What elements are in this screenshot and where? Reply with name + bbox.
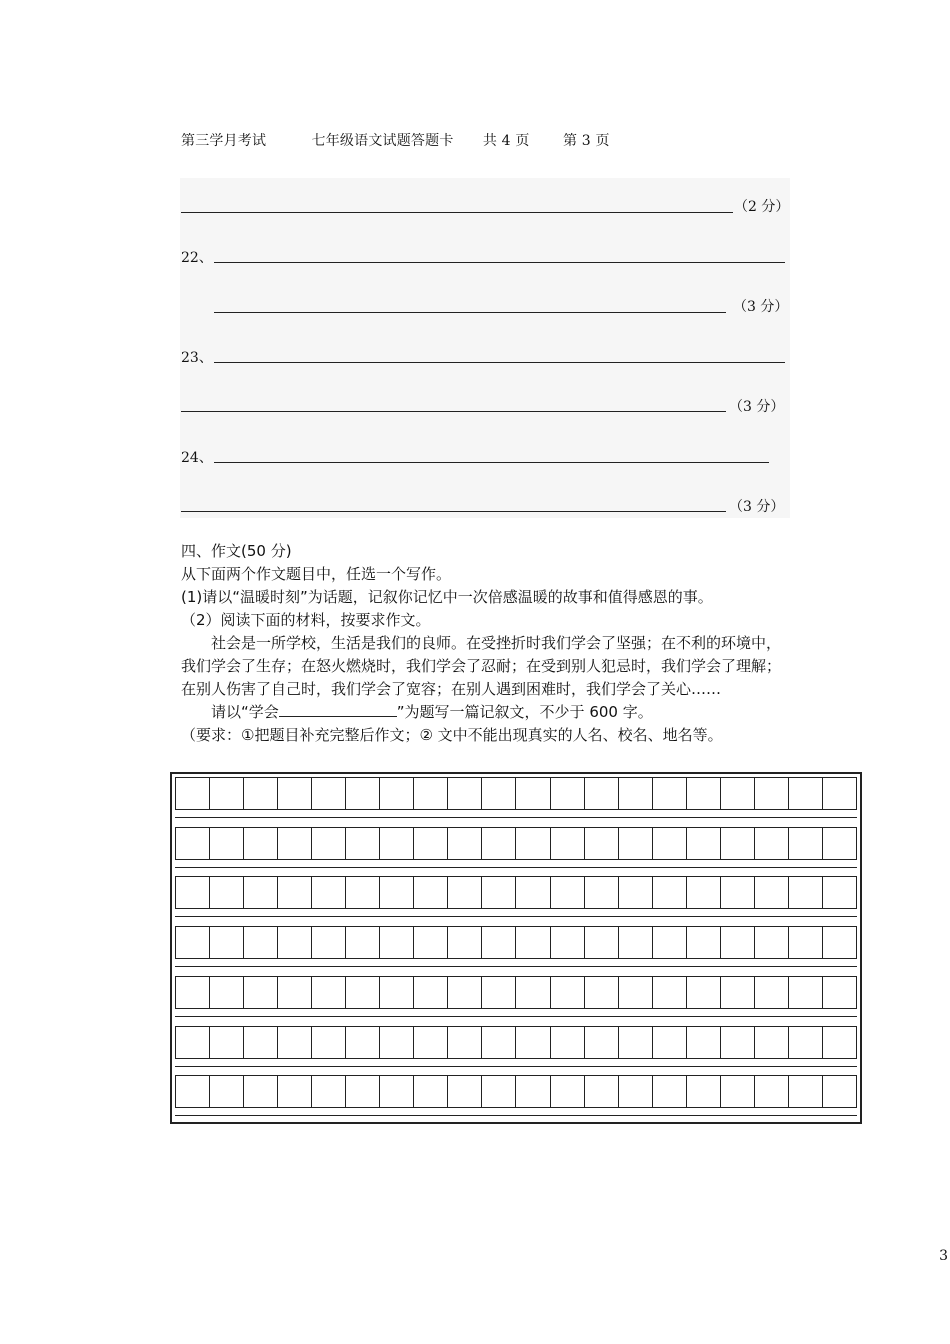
answer-area-background bbox=[180, 178, 790, 518]
answer-line[interactable] bbox=[181, 411, 726, 412]
answer-line[interactable] bbox=[181, 511, 726, 512]
grid-cell[interactable] bbox=[822, 827, 857, 860]
grid-row bbox=[175, 827, 857, 860]
grid-cell[interactable] bbox=[652, 777, 687, 810]
grid-cell[interactable] bbox=[822, 777, 857, 810]
grid-cell[interactable] bbox=[550, 777, 585, 810]
grid-cell[interactable] bbox=[618, 827, 653, 860]
grid-cell[interactable] bbox=[481, 976, 516, 1009]
grid-cell[interactable] bbox=[515, 777, 550, 810]
grid-cell[interactable] bbox=[686, 876, 721, 909]
grid-cell[interactable] bbox=[686, 1026, 721, 1059]
grid-cell[interactable] bbox=[822, 926, 857, 959]
grid-row bbox=[175, 1026, 857, 1059]
score-label: （3 分） bbox=[729, 399, 785, 415]
grid-cell[interactable] bbox=[720, 876, 755, 909]
grid-cell[interactable] bbox=[243, 976, 278, 1009]
answer-line[interactable] bbox=[214, 362, 785, 363]
grid-cell[interactable] bbox=[584, 1075, 619, 1108]
prompt-start: 请以“学会 bbox=[211, 703, 279, 721]
grid-cell[interactable] bbox=[754, 926, 789, 959]
grid-cell[interactable] bbox=[379, 777, 414, 810]
current-page: 第 3 页 bbox=[562, 133, 610, 149]
grid-row bbox=[175, 976, 857, 1009]
score-label: （3 分） bbox=[733, 299, 789, 315]
grid-cell[interactable] bbox=[754, 876, 789, 909]
grid-cell[interactable] bbox=[175, 827, 210, 860]
grid-cell[interactable] bbox=[447, 1075, 482, 1108]
grid-cell[interactable] bbox=[652, 827, 687, 860]
grid-cell[interactable] bbox=[277, 777, 312, 810]
grid-spacer-line bbox=[175, 1066, 857, 1067]
grid-cell[interactable] bbox=[277, 1075, 312, 1108]
grid-cell[interactable] bbox=[379, 1026, 414, 1059]
grid-cell[interactable] bbox=[584, 876, 619, 909]
grid-cell[interactable] bbox=[686, 827, 721, 860]
grid-cell[interactable] bbox=[720, 926, 755, 959]
grid-cell[interactable] bbox=[652, 1026, 687, 1059]
grid-cell[interactable] bbox=[379, 827, 414, 860]
grid-cell[interactable] bbox=[345, 876, 380, 909]
grid-cell[interactable] bbox=[481, 926, 516, 959]
grid-cell[interactable] bbox=[720, 827, 755, 860]
grid-cell[interactable] bbox=[515, 1026, 550, 1059]
grid-cell[interactable] bbox=[175, 1026, 210, 1059]
page-header bbox=[181, 130, 610, 150]
grid-cell[interactable] bbox=[379, 976, 414, 1009]
grid-cell[interactable] bbox=[277, 876, 312, 909]
grid-cell[interactable] bbox=[447, 926, 482, 959]
grid-spacer-line bbox=[175, 966, 857, 967]
grid-cell[interactable] bbox=[243, 926, 278, 959]
essay-option-1: (1)请以“温暖时刻”为话题，记叙你记忆中一次倍感温暖的故事和值得感恩的事。 bbox=[181, 588, 713, 606]
grid-cell[interactable] bbox=[413, 926, 448, 959]
answer-line[interactable] bbox=[214, 462, 769, 463]
answer-card-title: 七年级语文试题答题卡 bbox=[311, 133, 454, 149]
exam-name: 第三学月考试 bbox=[181, 133, 267, 149]
grid-cell[interactable] bbox=[311, 876, 346, 909]
grid-cell[interactable] bbox=[584, 1026, 619, 1059]
grid-cell[interactable] bbox=[550, 976, 585, 1009]
grid-cell[interactable] bbox=[311, 777, 346, 810]
grid-cell[interactable] bbox=[686, 1075, 721, 1108]
grid-cell[interactable] bbox=[243, 1075, 278, 1108]
grid-cell[interactable] bbox=[618, 777, 653, 810]
grid-cell[interactable] bbox=[447, 827, 482, 860]
grid-cell[interactable] bbox=[618, 976, 653, 1009]
grid-cell[interactable] bbox=[277, 976, 312, 1009]
essay-requirement: （要求：①把题目补充完整后作文；② 文中不能出现真实的人名、校名、地名等。 bbox=[181, 726, 723, 744]
grid-cell[interactable] bbox=[209, 1075, 244, 1108]
grid-cell[interactable] bbox=[209, 777, 244, 810]
question-number: 22、 bbox=[181, 250, 213, 266]
grid-cell[interactable] bbox=[379, 926, 414, 959]
composition-grid bbox=[170, 772, 862, 1124]
grid-cell[interactable] bbox=[345, 777, 380, 810]
grid-cell[interactable] bbox=[175, 1075, 210, 1108]
grid-cell[interactable] bbox=[481, 876, 516, 909]
grid-cell[interactable] bbox=[788, 876, 823, 909]
grid-cell[interactable] bbox=[754, 777, 789, 810]
grid-cell[interactable] bbox=[788, 777, 823, 810]
grid-cell[interactable] bbox=[686, 976, 721, 1009]
grid-cell[interactable] bbox=[413, 1075, 448, 1108]
grid-cell[interactable] bbox=[618, 876, 653, 909]
grid-cell[interactable] bbox=[652, 926, 687, 959]
grid-cell[interactable] bbox=[311, 926, 346, 959]
question-number: 24、 bbox=[181, 450, 213, 466]
grid-cell[interactable] bbox=[822, 1075, 857, 1108]
essay-option-2: （2）阅读下面的材料，按要求作文。 bbox=[181, 611, 431, 629]
grid-spacer-line bbox=[175, 1016, 857, 1017]
essay-title: 四、作文(50 分) bbox=[181, 542, 292, 560]
grid-cell[interactable] bbox=[175, 777, 210, 810]
grid-row bbox=[175, 1075, 857, 1108]
grid-cell[interactable] bbox=[175, 976, 210, 1009]
grid-spacer-line bbox=[175, 1115, 857, 1116]
grid-cell[interactable] bbox=[550, 1075, 585, 1108]
grid-cell[interactable] bbox=[447, 876, 482, 909]
grid-cell[interactable] bbox=[209, 827, 244, 860]
grid-cell[interactable] bbox=[481, 777, 516, 810]
grid-cell[interactable] bbox=[788, 926, 823, 959]
grid-spacer-line bbox=[175, 817, 857, 818]
grid-cell[interactable] bbox=[481, 1026, 516, 1059]
answer-line[interactable] bbox=[214, 262, 785, 263]
grid-row bbox=[175, 777, 857, 810]
grid-cell[interactable] bbox=[515, 876, 550, 909]
grid-cell[interactable] bbox=[345, 926, 380, 959]
prompt-end: ”为题写一篇记叙文，不少于 600 字。 bbox=[396, 703, 653, 721]
grid-cell[interactable] bbox=[822, 1026, 857, 1059]
grid-cell[interactable] bbox=[788, 1075, 823, 1108]
grid-cell[interactable] bbox=[447, 976, 482, 1009]
grid-cell[interactable] bbox=[209, 926, 244, 959]
grid-row bbox=[175, 926, 857, 959]
grid-cell[interactable] bbox=[584, 926, 619, 959]
grid-cell[interactable] bbox=[413, 976, 448, 1009]
essay-material: 社会是一所学校，生活是我们的良师。在受挫折时我们学会了坚强；在不利的环境中，我们学会了生存；在怒火燃烧时，我们学会了忍耐；在受到别人犯忌时，我们学会了理解；在别人伤害了自己时，我们学会了宽容；在别人遇到困难时，我们学会了关心…… bbox=[181, 634, 782, 698]
grid-cell[interactable] bbox=[515, 926, 550, 959]
grid-cell[interactable] bbox=[243, 876, 278, 909]
grid-cell[interactable] bbox=[652, 976, 687, 1009]
grid-cell[interactable] bbox=[720, 976, 755, 1009]
grid-cell[interactable] bbox=[720, 1026, 755, 1059]
grid-cell[interactable] bbox=[550, 926, 585, 959]
answer-line[interactable] bbox=[214, 312, 726, 313]
grid-cell[interactable] bbox=[788, 1026, 823, 1059]
grid-cell[interactable] bbox=[175, 876, 210, 909]
grid-cell[interactable] bbox=[413, 876, 448, 909]
grid-cell[interactable] bbox=[209, 1026, 244, 1059]
grid-cell[interactable] bbox=[788, 827, 823, 860]
grid-cell[interactable] bbox=[822, 976, 857, 1009]
grid-cell[interactable] bbox=[515, 1075, 550, 1108]
essay-prompt bbox=[181, 701, 793, 724]
grid-cell[interactable] bbox=[720, 777, 755, 810]
grid-cell[interactable] bbox=[277, 827, 312, 860]
grid-cell[interactable] bbox=[311, 976, 346, 1009]
grid-cell[interactable] bbox=[345, 976, 380, 1009]
grid-cell[interactable] bbox=[584, 777, 619, 810]
grid-cell[interactable] bbox=[754, 976, 789, 1009]
grid-cell[interactable] bbox=[447, 777, 482, 810]
grid-cell[interactable] bbox=[277, 926, 312, 959]
grid-cell[interactable] bbox=[618, 1026, 653, 1059]
grid-cell[interactable] bbox=[822, 876, 857, 909]
score-label: （2 分） bbox=[734, 199, 790, 215]
grid-cell[interactable] bbox=[209, 976, 244, 1009]
question-number: 23、 bbox=[181, 350, 213, 366]
grid-cell[interactable] bbox=[754, 827, 789, 860]
grid-cell[interactable] bbox=[209, 876, 244, 909]
grid-cell[interactable] bbox=[584, 827, 619, 860]
grid-cell[interactable] bbox=[584, 976, 619, 1009]
essay-section bbox=[181, 540, 793, 747]
grid-cell[interactable] bbox=[618, 1075, 653, 1108]
grid-cell[interactable] bbox=[515, 976, 550, 1009]
grid-cell[interactable] bbox=[243, 777, 278, 810]
grid-cell[interactable] bbox=[277, 1026, 312, 1059]
grid-cell[interactable] bbox=[788, 976, 823, 1009]
grid-cell[interactable] bbox=[175, 926, 210, 959]
total-pages: 共 4 页 bbox=[482, 133, 530, 149]
grid-cell[interactable] bbox=[550, 876, 585, 909]
title-blank[interactable] bbox=[279, 702, 397, 717]
grid-cell[interactable] bbox=[550, 1026, 585, 1059]
grid-spacer-line bbox=[175, 916, 857, 917]
grid-cell[interactable] bbox=[652, 1075, 687, 1108]
grid-cell[interactable] bbox=[345, 1075, 380, 1108]
grid-spacer-line bbox=[175, 867, 857, 868]
grid-cell[interactable] bbox=[345, 827, 380, 860]
grid-cell[interactable] bbox=[447, 1026, 482, 1059]
grid-cell[interactable] bbox=[481, 827, 516, 860]
grid-cell[interactable] bbox=[720, 1075, 755, 1108]
grid-cell[interactable] bbox=[243, 827, 278, 860]
grid-row bbox=[175, 876, 857, 909]
grid-cell[interactable] bbox=[481, 1075, 516, 1108]
grid-cell[interactable] bbox=[413, 777, 448, 810]
grid-cell[interactable] bbox=[413, 827, 448, 860]
grid-cell[interactable] bbox=[311, 827, 346, 860]
grid-cell[interactable] bbox=[243, 1026, 278, 1059]
grid-cell[interactable] bbox=[754, 1075, 789, 1108]
grid-cell[interactable] bbox=[413, 1026, 448, 1059]
grid-cell[interactable] bbox=[515, 827, 550, 860]
essay-instruction: 从下面两个作文题目中，任选一个写作。 bbox=[181, 565, 452, 583]
page-number: 3 bbox=[939, 1248, 948, 1264]
grid-cell[interactable] bbox=[550, 827, 585, 860]
grid-cell[interactable] bbox=[311, 1075, 346, 1108]
grid-cell[interactable] bbox=[379, 876, 414, 909]
grid-cell[interactable] bbox=[686, 926, 721, 959]
grid-cell[interactable] bbox=[311, 1026, 346, 1059]
grid-cell[interactable] bbox=[618, 926, 653, 959]
grid-cell[interactable] bbox=[754, 1026, 789, 1059]
grid-cell[interactable] bbox=[345, 1026, 380, 1059]
score-label: （3 分） bbox=[729, 499, 785, 515]
grid-cell[interactable] bbox=[379, 1075, 414, 1108]
grid-cell[interactable] bbox=[686, 777, 721, 810]
grid-cell[interactable] bbox=[652, 876, 687, 909]
answer-line[interactable] bbox=[181, 212, 733, 213]
